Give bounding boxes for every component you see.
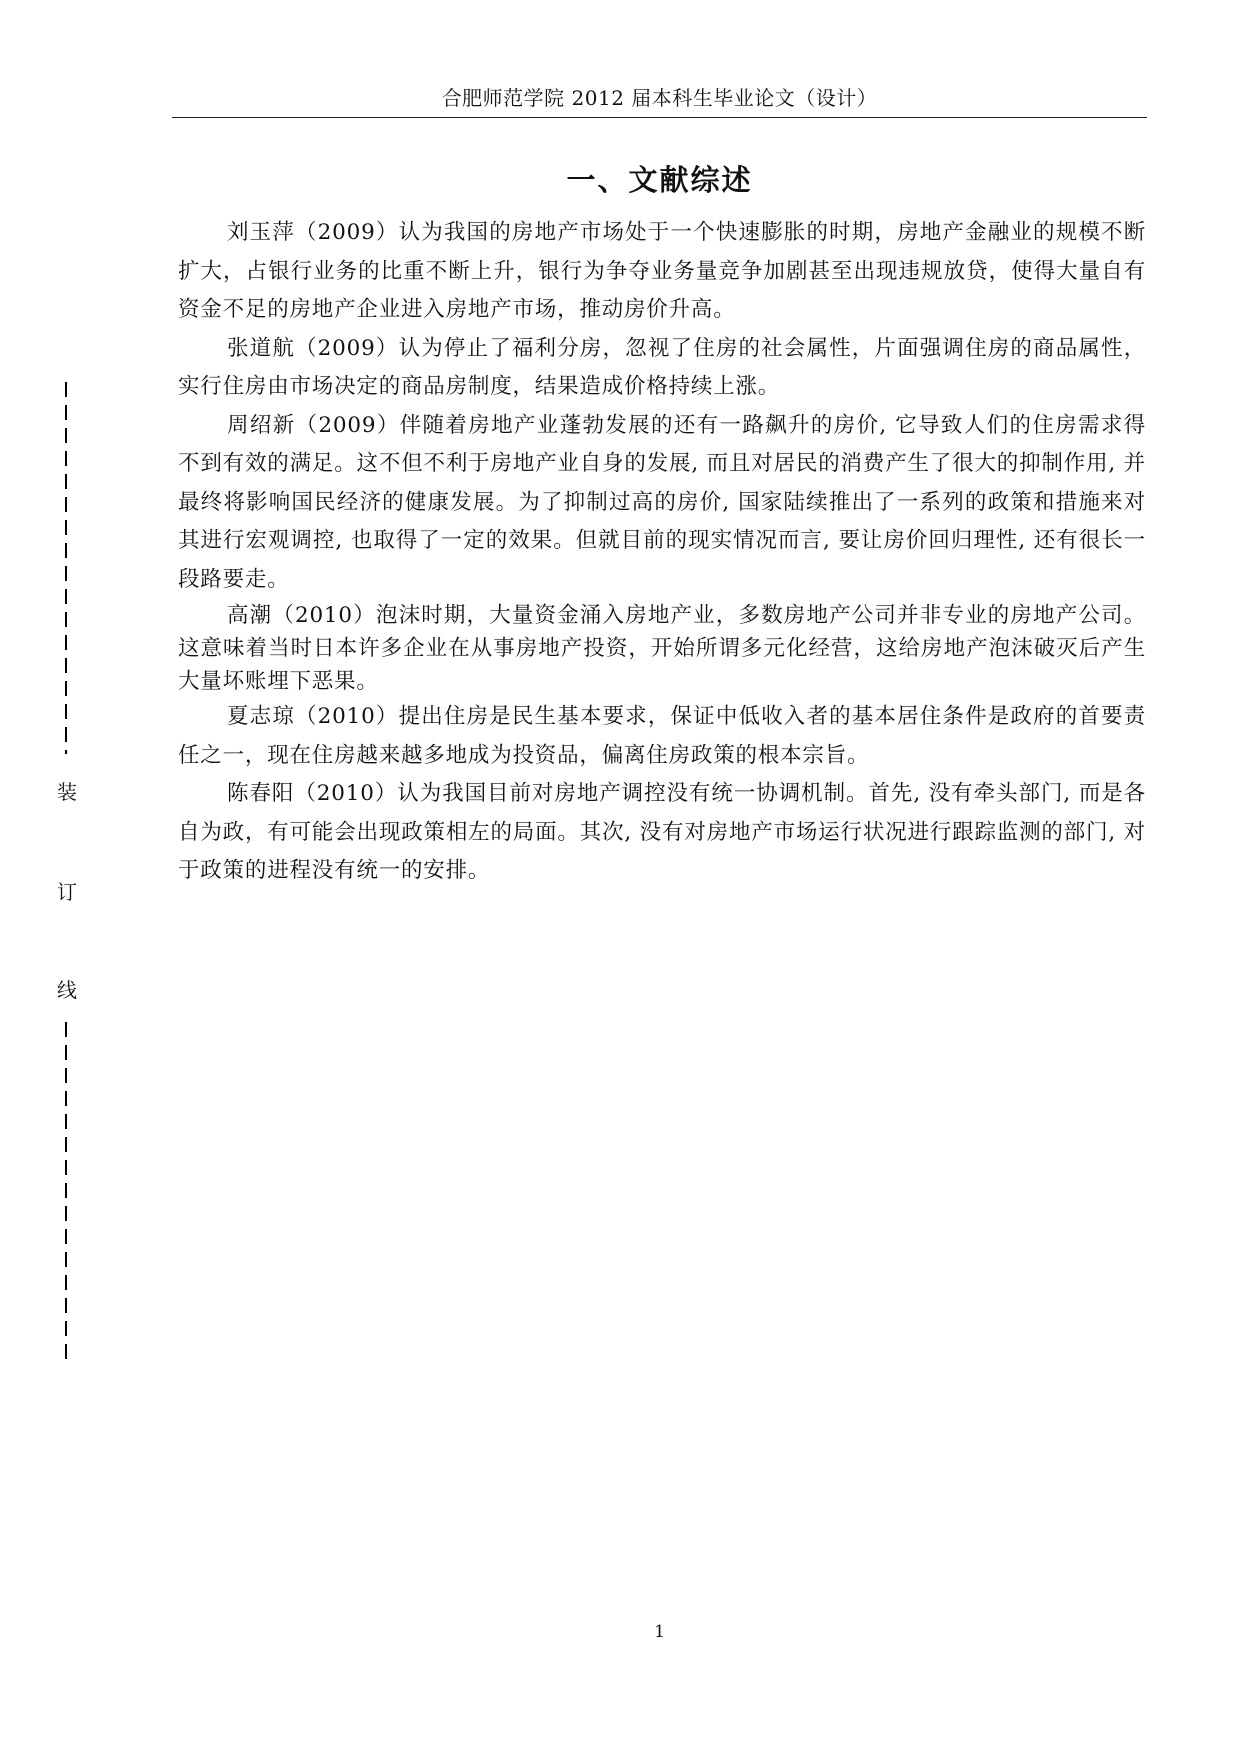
paragraph-liu-yuping: 刘玉萍（2009）认为我国的房地产市场处于一个快速膨胀的时期，房地产金融业的规模不断扩大，占银行业务的比重不断上升，银行为争夺业务量竞争加剧甚至出现违规放贷，使得大量自有资金不足的房地产企业进入房地产市场，推动房价升高。 xyxy=(178,220,1146,322)
paragraph-gao-chao: 高潮（2010）泡沫时期，大量资金涌入房地产业，多数房地产公司并非专业的房地产公司。这意味着当时日本许多企业在从事房地产投资，开始所谓多元化经营，这给房地产泡沫破灭后产生大量坏账埋下恶果。 xyxy=(178,603,1146,694)
binding-char-xian: 线 xyxy=(57,978,77,1002)
paragraph-zhang-daohang: 张道航（2009）认为停止了福利分房，忽视了住房的社会属性，片面强调住房的商品属性，实行住房由市场决定的商品房制度，结果造成价格持续上涨。 xyxy=(178,335,1146,399)
running-header: 合肥师范学院 2012 届本科生毕业论文（设计） xyxy=(441,86,878,110)
binding-dashed-line-top xyxy=(65,382,67,754)
body-text xyxy=(178,214,1146,891)
binding-char-zhuang: 装 xyxy=(57,780,77,804)
binding-char-ding: 订 xyxy=(57,880,77,904)
paragraph-xia-zhiqiong: 夏志琼（2010）提出住房是民生基本要求，保证中低收入者的基本居住条件是政府的首要责任之一，现在住房越来越多地成为投资品，偏离住房政策的根本宗旨。 xyxy=(178,704,1146,768)
page-number: 1 xyxy=(654,1622,665,1642)
header-rule xyxy=(172,117,1147,118)
paragraph-chen-chunyang: 陈春阳（2010）认为我国目前对房地产调控没有统一协调机制。首先, 没有牵头部门, 而是各自为政，有可能会出现政策相左的局面。其次, 没有对房地产市场运行状况进行跟踪监测的部门, 对于政策的进程没有统一的安排。 xyxy=(178,781,1146,883)
binding-dashed-line-bottom xyxy=(65,1022,67,1360)
paragraph-zhou-shaoxin: 周绍新（2009）伴随着房地产业蓬勃发展的还有一路飙升的房价, 它导致人们的住房需求得不到有效的满足。这不但不利于房地产业自身的发展, 而且对居民的消费产生了很大的抑制作用, 并最终将影响国民经济的健康发展。为了抑制过高的房价, 国家陆续推出了一系列的政策和措施来对其进行宏观调控, 也取得了一定的效果。但就目前的现实情况而言, 要让房价回归理性, 还有很长一段路要走。 xyxy=(178,412,1146,592)
section-title: 一、文献综述 xyxy=(566,163,753,197)
